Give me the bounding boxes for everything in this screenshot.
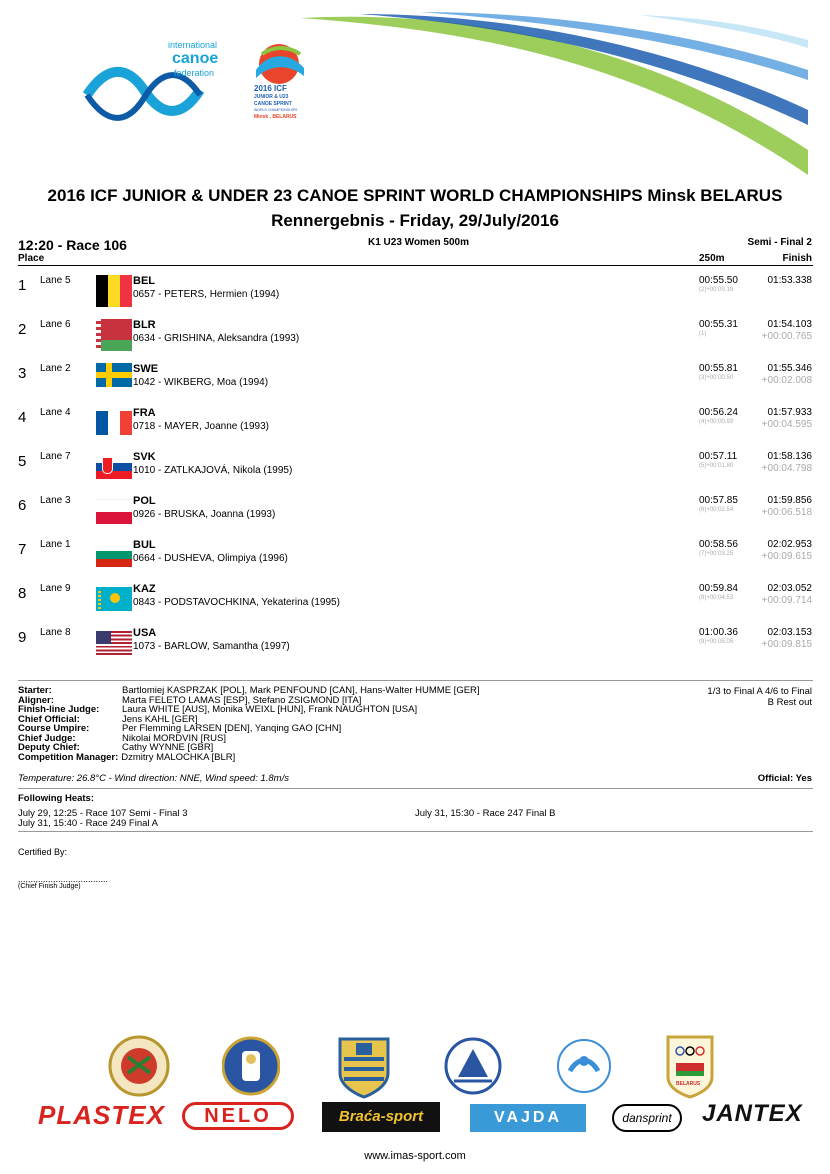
result-place: 7: [18, 541, 27, 558]
flag-swe-icon: [96, 363, 132, 395]
sponsor-jantex: JANTEX: [702, 1100, 803, 1127]
official-role: Deputy Chief:: [18, 742, 80, 753]
flag-fra-icon: [96, 407, 132, 439]
champ-logo-line-2: JUNIOR & U23: [254, 94, 289, 100]
result-lane: Lane 5: [40, 275, 71, 286]
result-gap: +00:04.798: [761, 463, 812, 474]
official-names: Nikolai MORDVIN [RUS]: [122, 732, 226, 744]
result-split-time: 00:55.81: [699, 363, 738, 374]
following-heats-rule: [18, 831, 813, 832]
result-nation: BUL: [133, 539, 156, 551]
footer-url: www.imas-sport.com: [364, 1150, 466, 1162]
result-lane: Lane 6: [40, 319, 71, 330]
sponsor-dansprint: dansprint: [612, 1104, 682, 1132]
official-names: Bartlomiej KASPRZAK [POL], Mark PENFOUND [CAN], Hans-Walter HUMME [GER]: [122, 685, 480, 696]
official-role: Competition Manager:: [18, 751, 119, 763]
sponsor-vajda: VAJDA: [470, 1104, 586, 1132]
result-split-rank: (3)+00:00.50: [699, 375, 734, 381]
results-bottom-rule: [18, 680, 813, 681]
place-column-header: Place: [18, 253, 45, 264]
official-role: Course Umpire:: [18, 723, 90, 734]
sponsor-emblem-3: [336, 1033, 392, 1099]
progression-rules: 1/3 to Final A 4/6 to Final B Rest out: [707, 686, 812, 708]
result-split-rank: (1): [699, 331, 707, 337]
official-names: Per Flemming LARSEN [DEN], Yanqing GAO [CHN]: [122, 723, 342, 734]
champ-logo-line-3: CANOE SPRINT: [254, 101, 292, 107]
champ-logo-line-1: 2016 ICF: [254, 84, 287, 93]
officials-list: [18, 686, 480, 762]
result-split-time: 00:59.84: [699, 583, 738, 594]
result-split-time: 00:58.56: [699, 539, 738, 550]
sponsor-braca-sport: Braća-sport: [322, 1102, 440, 1132]
result-nation: SWE: [133, 363, 159, 375]
result-athlete: 1010 - ZATLKAJOVÁ, Nikola (1995): [133, 465, 293, 476]
official-status: Official: Yes: [757, 773, 812, 784]
header-rule: [18, 265, 813, 266]
result-lane: Lane 3: [40, 495, 71, 506]
certified-by-label: Certified By:: [18, 847, 68, 857]
icf-logo: [82, 40, 232, 130]
flag-kaz-icon: [96, 583, 132, 615]
result-split-rank: (5)+00:01.80: [699, 463, 734, 469]
result-place: 8: [18, 585, 27, 602]
result-split-rank: (2)+00:00.19: [699, 287, 734, 293]
result-split-rank: (4)+00:00.93: [699, 419, 734, 425]
result-split-rank: (8)+00:04.53: [699, 595, 734, 601]
result-row: [0, 627, 830, 671]
result-split-time: 01:00.36: [699, 627, 738, 638]
result-finish-time: 01:55.346: [767, 363, 812, 374]
result-athlete: 1073 - BARLOW, Samantha (1997): [133, 641, 290, 652]
finish-column-header: Finish: [782, 253, 812, 264]
result-nation: BEL: [133, 275, 155, 287]
flag-blr-icon: [96, 319, 132, 351]
result-place: 6: [18, 497, 27, 514]
race-phase: Semi - Final 2: [747, 237, 812, 248]
official-role: Chief Official:: [18, 713, 80, 725]
official-role: Finish-line Judge:: [18, 704, 100, 715]
result-split-rank: (6)+00:02.54: [699, 507, 734, 513]
result-place: 9: [18, 629, 27, 646]
following-heat-item: July 31, 15:30 - Race 247 Final B: [415, 808, 556, 819]
official-names: Jens KAHL [GER]: [122, 713, 198, 725]
flag-bul-icon: [96, 539, 132, 571]
result-place: 1: [18, 277, 27, 294]
result-gap: +00:02.008: [761, 375, 812, 386]
result-lane: Lane 7: [40, 451, 71, 462]
sponsor-emblem-1: [108, 1035, 170, 1097]
champ-logo-line-4: WORLD CHAMPIONSHIPS: [254, 108, 298, 112]
official-names: Cathy WYNNE [GBR]: [122, 742, 214, 753]
result-finish-time: 02:03.052: [767, 583, 812, 594]
flag-pol-icon: [96, 495, 132, 527]
result-row: [0, 495, 830, 539]
result-nation: FRA: [133, 407, 156, 419]
result-row: [0, 319, 830, 363]
result-split-time: 00:55.31: [699, 319, 738, 330]
result-lane: Lane 9: [40, 583, 71, 594]
weather-rule: [18, 788, 813, 789]
icf-logo-text-1: international: [168, 40, 218, 50]
sponsor-nelo: NELO: [182, 1102, 294, 1130]
result-finish-time: 01:54.103: [767, 319, 812, 330]
following-heats-title: Following Heats:: [18, 793, 94, 804]
result-split-rank: (9)+00:05.05: [699, 639, 734, 645]
chief-finish-judge-label: (Chief Finish Judge): [18, 883, 81, 890]
result-nation: SVK: [133, 451, 156, 463]
result-place: 3: [18, 365, 27, 382]
result-split-time: 00:56.24: [699, 407, 738, 418]
sponsor-plastex: PLASTEX: [38, 1100, 165, 1130]
result-split-time: 00:55.50: [699, 275, 738, 286]
result-split-rank: (7)+00:03.25: [699, 551, 734, 557]
result-gap: +00:04.595: [761, 419, 812, 430]
following-heat-item: July 31, 15:40 - Race 249 Final A: [18, 818, 158, 829]
icf-logo-text-3: federation: [174, 68, 215, 78]
sponsor-emblem-6: [664, 1033, 716, 1099]
result-nation: BLR: [133, 319, 156, 331]
split-column-header: 250m: [699, 253, 725, 264]
championship-logo: [248, 40, 318, 130]
result-finish-time: 01:58.136: [767, 451, 812, 462]
document-title: 2016 ICF JUNIOR & UNDER 23 CANOE SPRINT WORLD CHAMPIONSHIPS Minsk BELARUS: [47, 186, 783, 205]
result-row: [0, 407, 830, 451]
result-split-time: 00:57.11: [699, 451, 738, 462]
result-lane: Lane 2: [40, 363, 71, 374]
official-names: Marta FELETO LAMAS [ESP], Stefano ZSIGMOND [ITA]: [122, 694, 362, 706]
result-place: 5: [18, 453, 27, 470]
icf-logo-text-2: canoe: [172, 50, 219, 67]
sponsor-emblem-4: [444, 1035, 502, 1097]
weather-info: Temperature: 26.8°C - Wind direction: NNE, Wind speed: 1.8m/s: [18, 773, 289, 784]
result-lane: Lane 8: [40, 627, 71, 638]
official-names: Dzmitry MALOCHKA [BLR]: [121, 751, 236, 763]
race-label: 12:20 - Race 106: [18, 237, 127, 253]
result-athlete: 0664 - DUSHEVA, Olimpiya (1996): [133, 553, 288, 564]
sponsor-emblem-2: [222, 1035, 280, 1097]
result-athlete: 0843 - PODSTAVOCHKINA, Yekaterina (1995): [133, 597, 340, 608]
result-row: [0, 539, 830, 583]
result-finish-time: 01:57.933: [767, 407, 812, 418]
result-athlete: 0926 - BRUSKA, Joanna (1993): [133, 509, 276, 520]
result-row: [0, 363, 830, 407]
result-athlete: 0718 - MAYER, Joanne (1993): [133, 421, 270, 432]
result-row: [0, 275, 830, 319]
official-names: Laura WHITE [AUS], Monika WEIXL [HUN], Frank NAUGHTON [USA]: [122, 704, 418, 715]
event-name: K1 U23 Women 500m: [368, 237, 469, 248]
result-gap: +00:00.765: [761, 331, 812, 342]
official-role: Aligner:: [18, 694, 54, 706]
result-gap: +00:09.714: [761, 595, 812, 606]
following-heat-item: July 29, 12:25 - Race 107 Semi - Final 3: [18, 808, 188, 819]
result-split-time: 00:57.85: [699, 495, 738, 506]
sponsor-emblem-5: [556, 1035, 612, 1097]
flag-bel-icon: [96, 275, 132, 307]
sponsor-emblem-6-text: BELARUS: [676, 1081, 701, 1087]
result-row: [0, 583, 830, 627]
result-nation: POL: [133, 495, 156, 507]
result-athlete: 0657 - PETERS, Hermien (1994): [133, 289, 280, 300]
result-gap: +00:09.815: [761, 639, 812, 650]
result-lane: Lane 1: [40, 539, 71, 550]
official-role: Starter:: [18, 685, 52, 696]
result-athlete: 0634 - GRISHINA, Aleksandra (1993): [133, 333, 300, 344]
result-finish-time: 01:59.856: [767, 495, 812, 506]
signature-line: ....................................: [18, 874, 109, 884]
document-subtitle: Rennergebnis - Friday, 29/July/2016: [271, 211, 559, 230]
result-place: 2: [18, 321, 27, 338]
flag-svk-icon: [96, 451, 132, 483]
result-gap: +00:09.615: [761, 551, 812, 562]
result-gap: +00:06.518: [761, 507, 812, 518]
result-athlete: 1042 - WIKBERG, Moa (1994): [133, 377, 269, 388]
result-finish-time: 01:53.338: [767, 275, 812, 286]
result-row: [0, 451, 830, 495]
official-role: Chief Judge:: [18, 732, 76, 744]
champ-logo-line-5: Minsk , BELARUS: [254, 114, 297, 120]
result-nation: KAZ: [133, 583, 156, 595]
result-nation: USA: [133, 627, 157, 639]
result-finish-time: 02:03.153: [767, 627, 812, 638]
result-lane: Lane 4: [40, 407, 71, 418]
result-place: 4: [18, 409, 27, 426]
result-finish-time: 02:02.953: [767, 539, 812, 550]
flag-usa-icon: [96, 627, 132, 659]
